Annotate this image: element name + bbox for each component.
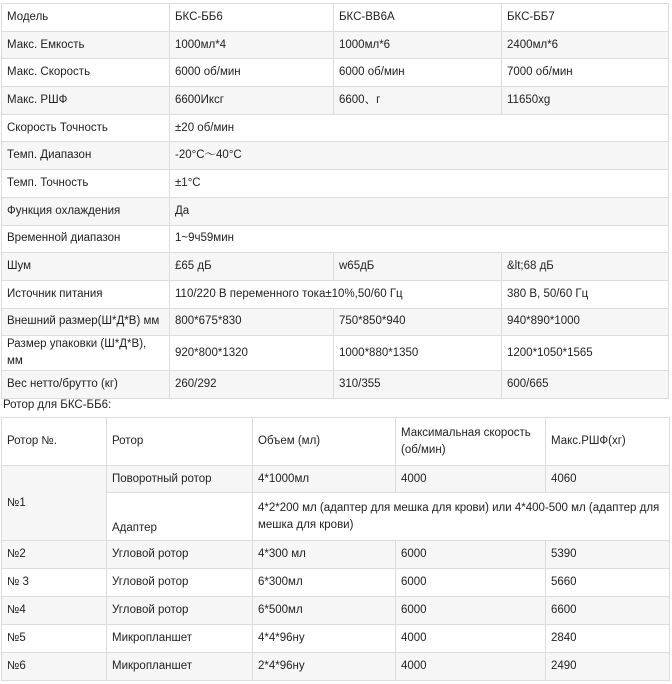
spec-label: Скорость Точность: [2, 114, 170, 142]
table-row: [2, 308, 669, 336]
table-row: [2, 4, 669, 32]
spec-value: Да: [170, 197, 669, 225]
spec-value: 750*850*940: [334, 308, 502, 336]
spec-label: Размер упаковки (Ш*Д*В), мм: [2, 336, 170, 371]
rotor-no: № 3: [2, 569, 107, 597]
spec-label: Макс. Скорость: [2, 59, 170, 87]
spec-label: Темп. Точность: [2, 170, 170, 198]
spec-value: 6600、г: [334, 87, 502, 115]
table-row: [2, 541, 670, 569]
rotor-type: Поворотный ротор: [107, 466, 253, 493]
spec-value: 800*675*830: [170, 308, 334, 336]
rotor-type: Микропланшет: [107, 653, 253, 681]
spec-value: 2400мл*6: [502, 31, 669, 59]
table-row: [2, 59, 669, 87]
table-row: [2, 87, 669, 115]
spec-value: 7000 об/мин: [502, 59, 669, 87]
rotor-type: Микропланшет: [107, 625, 253, 653]
spec-value: БКС-ББ7: [502, 4, 669, 32]
rotor-max-rcf: 4060: [546, 466, 670, 493]
rotor-max-speed: 4000: [396, 625, 546, 653]
table-row: [2, 653, 670, 681]
rotor-max-speed: 6000: [396, 541, 546, 569]
spec-value: 1200*1050*1565: [502, 336, 669, 371]
spec-value: 310/355: [334, 371, 502, 399]
header-rotor-no: Ротор №.: [2, 418, 107, 466]
spec-label: Темп. Диапазон: [2, 142, 170, 170]
rotor-no: №6: [2, 653, 107, 681]
spec-label: Шум: [2, 253, 170, 281]
spec-label: Вес нетто/брутто (кг): [2, 371, 170, 399]
header-max-rcf: Макс.РШФ(хг): [546, 418, 670, 466]
rotor-no: №5: [2, 625, 107, 653]
table-row: [2, 569, 670, 597]
spec-value: 6000 об/мин: [170, 59, 334, 87]
header-rotor: Ротор: [107, 418, 253, 466]
table-row: [2, 197, 669, 225]
table-row: [2, 597, 670, 625]
spec-value: 260/292: [170, 371, 334, 399]
table-row: [2, 253, 669, 281]
adapter-description: 4*2*200 мл (адаптер для мешка для крови) или 4*400-500 мл (адаптер для мешка для крови): [253, 493, 670, 541]
spec-value: ±20 об/мин: [170, 114, 669, 142]
table-row: [2, 225, 669, 253]
spec-value: 600/665: [502, 371, 669, 399]
rotor-volume: 6*500мл: [253, 597, 396, 625]
table-row: [2, 336, 669, 371]
spec-value: £65 дБ: [170, 253, 334, 281]
table-row: [2, 31, 669, 59]
rotor-max-speed: 4000: [396, 466, 546, 493]
spec-label: Внешний размер(Ш*Д*В) мм: [2, 308, 170, 336]
rotor-table-header: [2, 418, 670, 466]
rotor-no: №4: [2, 597, 107, 625]
spec-value: 6000 об/мин: [334, 59, 502, 87]
spec-value: 1000*880*1350: [334, 336, 502, 371]
spec-value: 110/220 В переменного тока±10%,50/60 Гц: [170, 280, 502, 308]
spec-value: 11650xg: [502, 87, 669, 115]
spec-label: Модель: [2, 4, 170, 32]
spec-value: БКС-ВВ6А: [334, 4, 502, 32]
spec-value: 1~9ч59мин: [170, 225, 669, 253]
spec-value: 1000мл*6: [334, 31, 502, 59]
rotor-volume: 4*4*96ну: [253, 625, 396, 653]
spec-label: Временной диапазон: [2, 225, 170, 253]
spec-label: Источник питания: [2, 280, 170, 308]
rotor-max-speed: 4000: [396, 653, 546, 681]
spec-label: Функция охлаждения: [2, 197, 170, 225]
rotor-max-rcf: 2840: [546, 625, 670, 653]
rotor-max-speed: 6000: [396, 569, 546, 597]
rotor-max-rcf: 5660: [546, 569, 670, 597]
table-row: [2, 625, 670, 653]
spec-value: 6600Иксг: [170, 87, 334, 115]
spec-value: -20°C～40°C: [170, 142, 669, 170]
spec-value: БКС-ББ6: [170, 4, 334, 32]
rotor-section-caption: Ротор для БКС-ББ6:: [3, 399, 112, 411]
rotor-no: №2: [2, 541, 107, 569]
rotor-max-rcf: 6600: [546, 597, 670, 625]
spec-value: ±1°C: [170, 170, 669, 198]
rotor-max-rcf: 2490: [546, 653, 670, 681]
table-row: [2, 466, 670, 493]
rotor-max-speed: 6000: [396, 597, 546, 625]
specs-table: [1, 3, 669, 399]
spec-value: 1000мл*4: [170, 31, 334, 59]
rotor-volume: 4*300 мл: [253, 541, 396, 569]
rotor-table: [1, 417, 670, 681]
rotor-volume: 6*300мл: [253, 569, 396, 597]
table-row: [2, 280, 669, 308]
table-row: [2, 114, 669, 142]
table-row: [2, 170, 669, 198]
spec-value: 920*800*1320: [170, 336, 334, 371]
rotor-type: Угловой ротор: [107, 597, 253, 625]
header-max-speed: Максимальная скорость (об/мин): [396, 418, 546, 466]
spec-value: 940*890*1000: [502, 308, 669, 336]
spec-value: 380 В, 50/60 Гц: [502, 280, 669, 308]
table-row: [2, 142, 669, 170]
spec-label: Макс. РШФ: [2, 87, 170, 115]
spec-value: &lt;68 дБ: [502, 253, 669, 281]
spec-label: Макс. Емкость: [2, 31, 170, 59]
spec-value: w65дБ: [334, 253, 502, 281]
rotor-type: Адаптер: [107, 493, 253, 541]
rotor-type: Угловой ротор: [107, 569, 253, 597]
rotor-type: Угловой ротор: [107, 541, 253, 569]
rotor-volume: 4*1000мл: [253, 466, 396, 493]
header-volume: Объем (мл): [253, 418, 396, 466]
table-row: [2, 371, 669, 399]
rotor-max-rcf: 5390: [546, 541, 670, 569]
rotor-volume: 2*4*96ну: [253, 653, 396, 681]
rotor-no: №1: [2, 466, 107, 541]
